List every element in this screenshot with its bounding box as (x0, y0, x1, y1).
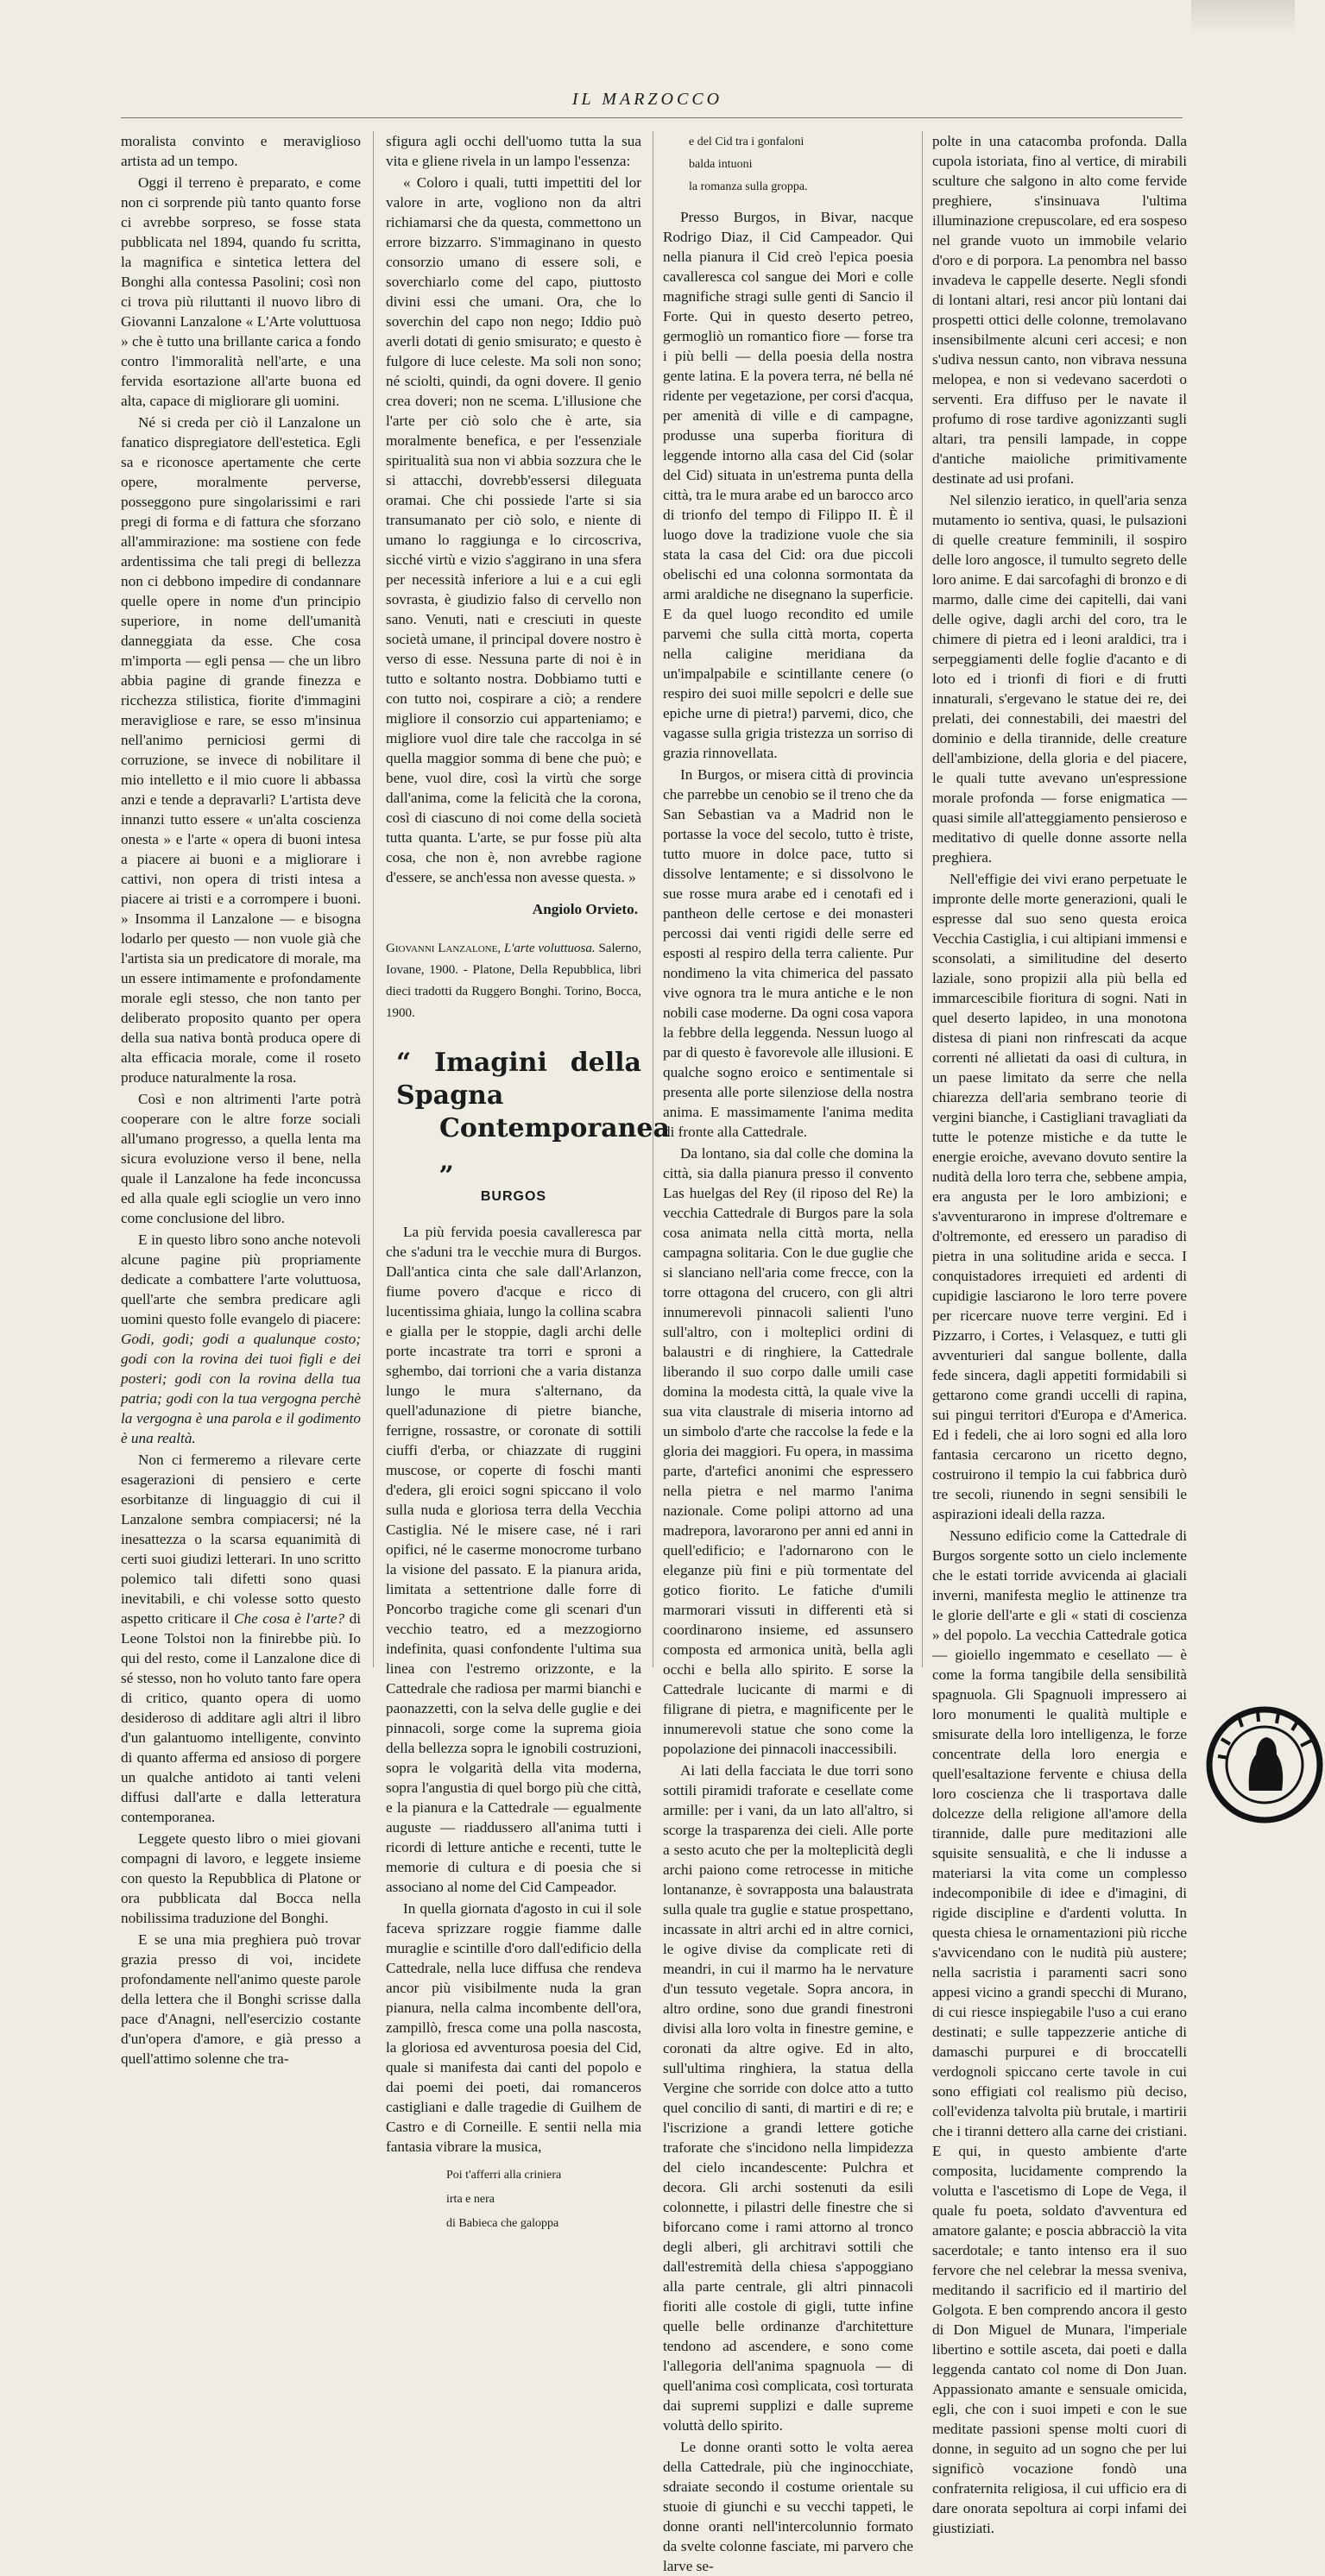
italic-quote: Godi, godi; godi a qualunque costo; godi con la rovina dei tuoi figli e dei posteri; godi con la rovina della tua patria; godi con la tua vergogna perchè la vergogna è una parola e il godimento è una realtà. (121, 1331, 361, 1446)
verse-line: di Babieca che galoppa (446, 2217, 559, 2230)
biblio-author: Giovanni Lanzalone, (386, 942, 502, 955)
column-2 (386, 131, 670, 2230)
masthead: IL MARZOCCO (571, 90, 723, 109)
text-run: di Leone Tolstoi non la finirebbe più. Io qui del resto, come il Lanzalone dice di sé stesso, non ho voluto tanto fare opera di critico, quanto opera di uomo desideroso di additare agli altri il libro d'un galantuomo intelligente, convinto di quanto afferma ed ansioso di porgere un qualche antidoto ai tanti veleni diffusi dall'arte e dalla letteratura contemporanea. (121, 1610, 361, 1825)
paragraph: polte in una catacomba profonda. Dalla cupola istoriata, fino al vertice, di mirabili sculture che salgono in alto come fervide preghiere, s'insinuava l'ultima illuminazione crepuscolare, ed era sospeso nel grande vuoto un immobile velario d'oro e di porpora. La penombra nel basso invadeva le cappelle deserte. Negli sfondi di lontani altari, resi ancor più lontani dai prospetti ottici delle colonne, tremolavano insensibilmente alcuni ceri accesi; e non s'udiva nessun canto, non vibrava nessuna melopea, e non si vedevano sacerdoti o serventi. Era diffuso per le navate il profumo di rose tardive agonizzanti sugli altari, tra pensili lampade, in coppe d'antiche maioliche primitivamente destinate ad usi profani. (932, 133, 1187, 487)
paragraph: In quella giornata d'agosto in cui il sole faceva sprizzare roggie fiamme dalle muraglie e scintille d'oro dall'edificio della Cattedrale, nella luce diffusa che rendeva ancor più visibilmente nuda la gran pianura, nella calma incombente dell'ora, zampillò, fresca come una polla nascosta, la gloriosa ed avventurosa poesia del Cid, quale si manifesta dai canti del popolo e dai poemi dei poeti, dai romanceros castigliani e dalle tragedie di Guilhem de Castro e di Corneille. E sentii nella mia fantasia vibrare la musica, (386, 1900, 641, 2155)
article-subtitle: BURGOS (480, 1189, 547, 1204)
paragraph: moralista convinto e meraviglioso artista ad un tempo. (121, 133, 361, 169)
paragraph: Nel silenzio ieratico, in quell'aria senza mutamento io sentiva, quasi, le pulsazioni di quelle creature femminili, il sospiro delle loro angosce, il tumulto segreto delle loro anime. E dai sarcofaghi di bronzo e di marmo, dalle cime dei capitelli, dai vani delle ogive, dagli archi del coro, tra le chimere di pietra ed i leoni araldici, tra i serpeggiamenti delle foglie d'acanto e di loto ed i trionfi di fiori e di frutti innaturali, s'ergevano le statue dei re, dei prelati, dei connestabili, dei maestri del dominio e della tirannide, delle creature dell'ambizione, della gloria e del piacere, le quali tutte avevano un'espressione morale profonda — forse enigmatica — quasi simile all'atteggiamento pensieroso e meditativo di quelle donne assorte nella preghiera. (932, 492, 1187, 866)
verse-line: e del Cid tra i gonfaloni (689, 135, 804, 148)
column-4 (932, 131, 1187, 2536)
italic-book-title: Che cosa è l'arte? (234, 1610, 345, 1627)
column-1 (121, 131, 361, 2067)
column-3 (663, 131, 913, 2574)
text-run: E in questo libro sono anche notevoli alcune pagine più propriamente dedicate a combattere l'arte voluttuosa, quell'arte che sembra predicare agli uomini questo folle evangelo di piacere: (121, 1231, 361, 1327)
verse-line: irta e nera (446, 2193, 495, 2206)
article-title-line-1: “ Imagini della Spagna (396, 1048, 641, 1111)
paragraph: Oggi il terreno è preparato, e come non ci sorprende più tanto quanto forse ci avrebbe sorpreso, se fosse stata pubblicata nel 1894, quando fu scritta, la magnifica e sintetica lettera del Bonghi alla contessa Pasolini; così non ci trova più riluttanti il nuovo libro di Giovanni Lanzalone « L'Arte voluttuosa » che è tutto una brillante carica a fondo contro l'immoralità nell'arte, e una fervida esortazione all'arte buona ed alta, capace di migliorare gli uomini. (121, 174, 361, 409)
paragraph: Nessuno edificio come la Cattedrale di Burgos sorgente sotto un cielo inclemente che le estati torride avvicenda ai glaciali inverni, manifesta meglio le attinenze tra le glorie dell'arte e gli « stati di coscienza » del popolo. La vecchia Cattedrale gotica — gioiello ingemmato e cesellato — è come la forma tangibile della sensibilità spagnuola. Gli Spagnuoli impressero ai loro monumenti le qualità multiple e smisurate della loro intelligenza, le forze concentrate della loro energia e quell'esaltazione fervente e chiusa della loro coscienza che li trasportava dalle dolcezze della religione all'amore della tirannide, dalle pure meditazioni alle squisite sensualità, e che li indusse a materiarsi la vita come un complesso indecomponibile di idee e d'imagini, di rigide discipline e d'ardenti volutta. In questa chiesa le ornamentazioni più ricche s'avvicendano con le nudità più austere; nella sacristia i paramenti sacri sono appesi vicino a grandi specchi di Murano, di cui riesce inspiegabile l'uso a cui erano destinati; e sulle tappezzerie antiche di damaschi purpurei e di broccatelli verdognoli spiccano certe tavole in cui sono effigiati col realismo più deciso, coll'evidenza talvolta più brutale, i martirii che i tiranni dettero alla carne dei cristiani. E qui, in questo ambiente d'arte composita, lucidamente comprendo la volutta e l'ascetismo di Lope de Vega, il quale fu poeta, soldato d'avventura ed amatore galante; e poscia abbracciò la vita sacerdotale; e tanto intenso era il suo fervore che nel celebrar la messa sveniva, meditando il sacrificio ed il martirio del Golgota. E ben comprendo ancora il gesto di Don Miguel de Munara, l'imperiale libertino e sottile asceta, dai poeti e dalla leggenda cantato col nome di Don Juan. Appassionato amante e sensuale omicida, egli, che con i suoi impeti e con le sue meditate passioni spense molti cuori di donne, in seguito ad un sogno che per lui significò vocazione fondò una confraternita religiosa, il cui ufficio era di dare onorata sepoltura ai corpi infami dei giustiziati. (932, 1527, 1187, 2536)
page-corner-shadow (1191, 0, 1295, 35)
article-signature: Angiolo Orvieto. (532, 901, 638, 917)
paragraph: Così e non altrimenti l'arte potrà cooperare con le altre forze sociali all'umano progresso, a quella lenta ma sicura evoluzione verso il bene, nella quale il Lanzalone ha fede inconcussa ed alla quale egli scioglie un vero inno come conclusione del libro. (121, 1091, 361, 1226)
paragraph: E se una mia preghiera può trovar grazia presso di voi, incidete profondamente nell'animo queste parole della lettera che il Bonghi scrisse dalla pace d'Anagni, nell'esercizio costante d'un'opera d'amore, e già presso a quell'attimo solenne che tra- (121, 1931, 361, 2067)
verse-block (663, 131, 913, 198)
column-divider (373, 131, 374, 1667)
text-run: Non ci fermeremo a rilevare certe esagerazioni di pensiero e certe esorbitanze di linguaggio di cui il Lanzalone sembra compiacersi; né la inesattezza o la scarsa equanimità di certi suoi giudizi letterari. In uno scritto polemico tali difetti sono quasi inevitabili, e chi volesse sotto questo aspetto criticare il (121, 1452, 361, 1627)
paragraph: Le donne oranti sotto le volta aerea della Cattedrale, più che inginocchiate, sdraiate secondo il costume orientale su stuoie di giunchi e su vecchi tappeti, le donne oranti nell'intercolunnio formato da svelte colonne fasciate, mi parvero che larve se- (663, 2439, 913, 2574)
column-divider (922, 131, 923, 1667)
paragraph: sfigura agli occhi dell'uomo tutta la sua vita e gliene rivela in un lampo l'essenza: (386, 133, 641, 169)
verse-line: balda intuoni (689, 158, 753, 171)
article-title (386, 1047, 670, 1178)
paragraph: Leggete questo libro o miei giovani compagni di lavoro, e leggete insieme con questo la Repubblica di Platone or ora pubblicata dal Bocca nella nobilissima traduzione del Bonghi. (121, 1830, 361, 1926)
quoted-letter: « Coloro i quali, tutti impettiti del lor valore in arte, vogliono non da altri richiamarsi che da questa, commettono un errore bizzarro. S'immaginano in questo consorzio umano di essere soli, e soverchiarlo come del capo, piuttosto divini essi che umani. Ora, che lo soverchin del capo non nego; Iddio può averli dotati di genio smisurato; e questo è fulgore di luce celeste. Ma soli non sono; né sciolti, quindi, da ogni dovere. Il genio crea doveri; non ne scema. L'illusione che l'arte per ciò solo che è arte, sia moralmente benefica, e per l'essenziale spiritualità sua non vi abbia sozzura che le si attacchi, dovrebb'essersi dileguata oramai. Che chi possiede l'arte si sia transumanato per ciò solo, e niente di umano lo raggiunga e lo circoscriva, sicché virtù e vizio s'aggirano in una sfera per necessità inferiore a lui e a cui egli sovrasta, è giudizio falso di cervello non sano. Venuti, nati e cresciuti in queste società umane, il principal dovere nostro è verso di esse. Nessuna parte di noi è in tutto e soltanto nostra. Dobbiamo tutti e con tutto noi, cospirare a ciò; a rendere migliore il consorzio cui apparteniamo; e migliore vuol dire tale che raccolga in sé quella maggior somma di bene che può; e bene, vuol dire, così la virtù che sorge dall'anima, come la felicità che la corona, così di ciascuno di noi come della società tutta quanta. L'arte, se pur fosse più alta cosa, che non è, non avrebbe ragione d'essere, se anch'essa non avesse questa. » (386, 174, 641, 885)
header-rule (121, 117, 1183, 118)
verse-block (386, 2163, 641, 2236)
bibliography-note (386, 938, 641, 1024)
verse-line: Poi t'afferri alla criniera (446, 2169, 562, 2182)
paragraph: Da lontano, sia dal colle che domina la città, sia dalla pianura presso il convento Las huelgas del Rey (il riposo del Re) la vecchia Cattedrale di Burgos pare la sola cosa animata nella città morta, nella campagna solitaria. Con le due guglie che si slanciano nell'aria come frecce, con la torre ottagona del crucero, con gli altri innumerevoli pinnacoli salienti l'uno sull'altro, con i molteplici ordini di balaustri e di ringhiere, la Cattedrale liberando il suo corpo dalle umili case domina la modesta città, la quale vive la sua vita claustrale di miseria intorno ad un simbolo d'arte che raccolse la fede e la gloria dei maggiori. Fu opera, in massima parte, d'artefici anonimi che espressero nella pietra e nel marmo l'anima nazionale. Come polipi attorno ad una madrepora, lavorarono per anni ed anni in quell'edificio; e l'adornarono con le eleganze più fini e più tormentate del gotico fiorito. Le fatiche d'umili marmorari vissuti in differenti età si coordinarono insieme, ed assunsero composta ed armonica unità, bella agli occhi e bella allo spirito. E sorse la Cattedrale lucicante di marmi e di filigrane di pietra, e magnificente per le innumerevoli statue che sono come la popolazione dei pinnacoli inaccessibili. (663, 1145, 913, 1757)
paragraph (121, 1450, 361, 1827)
library-stamp-icon (1204, 1704, 1325, 1825)
article-title-line-2: Contemporanea „ (439, 1113, 670, 1176)
paragraph: Ai lati della facciata le due torri sono sottili piramidi traforate e cesellate come armille: per i vani, da un lato all'altro, si scorge la trasparenza dei cieli. Alle porte a sesto acuto che per la molteplicità degli archi paiono come retrocesse in mitiche lontananze, è sovrapposta una balaustrata sulla quale tra guglie e statue prospettano, incassate in altri archi ed in altre cornici, le ogive divise da complicate reti di meandri, in cui il marmo ha le nervature d'un tessuto vegetale. Sopra ancora, in altro ordine, sono due grandi finestroni divisi alla loro volta in finestre gemine, e coronati da altre ogive. Ed in alto, sull'ultima ringhiera, la statua della Vergine che sorride con dolce atto a tutto quel concilio di santi, di martiri e di re; e l'iscrizione a grandi lettere gotiche traforate che s'incidono nella limpidezza del cielo incandescente: Pulchra et decora. Gli archi sostenuti da esili colonnette, i pilastri delle finestre che si biforcano come i rami attorno al tronco degli alberi, gli architravi sottili che dall'estremità della chiesa s'appoggiano alla parte centrale, gli altri pinnacoli fioriti alle costole di gigli, tutte infine quelle belle ordinanze d'architetture tendono ad ascendere, e sono come l'allegoria dell'anima spagnuola — di quell'anima così complicata, così torturata dai supremi supplizi e dalle supreme voluttà dello spirito. (663, 1762, 913, 2434)
paragraph: Né si creda per ciò il Lanzalone un fanatico dispregiatore dell'estetica. Egli sa e riconosce apertamente che certe opere, moralmente perverse, posseggono pure singolarissimi e rari pregi di forma e di fattura che sforzano all'ammirazione: ma sostiene con fede ardentissima che tali pregi di bellezza non ci debbono impedire di condannare quelle opere in nome d'un principio superiore, in nome dell'umanità danneggiata da esse. Che cosa m'importa — egli pensa — che un libro abbia pagine di grande finezza e ricchezza stilistica, fiorite d'immagini meravigliose e rare, se esso m'insinua nell'animo perniciosi germi di corruzione, se invece di nobilitare il mio intelletto e il mio cuore li abbassa anzi e tende a depravarli? L'artista deve innanzi tutto essere « un'alta coscienza onesta » e l'arte « opera di buoni intesa a piacere ai buoni e a migliorare i cattivi, non opera di tristi intesa a piacere ai tristi e a corrompere i buoni. » Insomma il Lanzalone — e bisogna lodarlo per questo — non vuole già che l'artista sia un predicatore di morale, ma un essere intimamente e profondamente morale egli stesso, che non tanto per deliberato proposito quanto per opera della sua nativa bontà produca opere di alta efficacia morale, come il roseto produce naturalmente la rosa. (121, 414, 361, 1086)
biblio-title: L'arte voluttuosa. (503, 942, 596, 955)
verse-line: la romanza sulla groppa. (689, 180, 808, 193)
paragraph: In Burgos, or misera città di provincia che parrebbe un cenobio se il treno che da San Sebastian va a Madrid non le portasse la voce del secolo, tutto è triste, tutto muore in dolce pace, tutto si dissolve lentamente; e si dissolvono le sue rosse mura arabe ed i cenotafi ed i pantheon delle certose e dei monasteri percossi dai venti rigidi delle serre ed esposti al respiro della terra caliente. Pur nondimeno la vita chimerica del passato vive ognora tra le mura antiche e le non nobili case moderne. Da ogni cosa vapora la febbre della leggenda. Nessun luogo al par di questo è favorevole alle illusioni. E qualche sogno eroico e sentimentale si presenta alle porte silenziose della nostra anima. E massimamente l'anima medita di fronte alla Cattedrale. (663, 766, 913, 1140)
biblio-rest: Salerno, Iovane, 1900. - Platone, Della Repubblica, libri dieci tradotti da Ruggero Bonghi. Torino, Bocca, 1900. (386, 942, 642, 1020)
paragraph: Presso Burgos, in Bivar, nacque Rodrigo Diaz, il Cid Campeador. Qui nella pianura il Cid creò l'epica poesia cavalleresca col sangue dei Mori e colle magnifiche stragi sulle genti di Sancio il Forte. Qui in questo deserto petreo, germogliò un romantico fiore — forse tra i più belli — della poesia della nostra gente latina. E la povera terra, né bella né ridente per vegetazione, per corsi d'acqua, per amenità di ville e di campagne, produsse una superba fioritura di leggende intorno alla casa del Cid (solar del Cid) situata in un'estrema punta della città, tra le mura arabe ed un barocco arco di trionfo del tempo di Filippo II. È il luogo dove la tradizione vuole che sia stata la casa del Cid: ora due piccoli obelischi ed una colonna sormontata da armi araldiche ne disegnano la superficie. E da quel luogo recondito ed umile parvemi che sulla città morta, coperta nella caligine meridiana da un'impalpabile e scintillante cenere (o respiro dei suoi mille sepolcri e delle sue epiche urne di pietra!) parvemi, dico, che vagasse sulla grigia tristezza un sorriso di grazia rinnovellata. (663, 209, 913, 761)
paragraph: Nell'effigie dei vivi erano perpetuate le impronte delle morte generazioni, quali le espresse dal suo seno questa eroica Vecchia Castiglia, i cui altipiani immensi e sconsolati, a similitudine del deserto laziale, sono propizii alla più bella ed immarcescibile fioritura di sogni. Nati in quel deserto lapideo, in una monotona distesa di piani non rinfrescati da acque correnti né allietati da oasi di cultura, in un paese limitato da serre che nella chiarezza dell'aria sembrano teorie di vergini bianche, i Castigliani travagliati da tutte le potenze mistiche e da tutte le energie eroiche, avevano dovuto sentire la nudità della loro terra che, sebbene ampia, era angusta per le loro ambizioni; e s'avventurarono in imprese d'oltremare e d'oltremonte, ed eressero un paradiso di pietra in una solitudine arida e secca. I conquistadores irrequieti ed ardenti di cupidigie lasciarono le loro terre povere per ricercare nuove terre vergini. Ed i Pizzarro, i Cortes, i Velasquez, e tutti gli avventurieri dal sangue bollente, dalla fede sincera, dagli appetiti formidabili si gettarono come grandi uccelli di rapina, sui pingui territori d'Europa e d'America. Ed i fedeli, che ai loro sogni ed alla loro fantasia cercarono un ricetto degno, costruirono il tempio la cui fabbrica durò tre secoli, riunendo in segni sensibili le aspirazioni ideali della razza. (932, 871, 1187, 1522)
paragraph (121, 1230, 361, 1448)
paragraph: La più fervida poesia cavalleresca par che s'aduni tra le vecchie mura di Burgos. Dall'antica cinta che sale dall'Arlanzon, fiume povero d'acque e ricco di lucentissima ghiaia, lungo la collina scabra e gialla per le stoppie, dagli archi delle porte incastrate tra torri e sproni a sghembo, dai torrioni che a varia distanza lungo le mura s'alternano, da quell'adunazione di pietre bianche, ferrigne, rossastre, or coronate di sottili ciuffi d'erba, or chiazzate di ruggini muscose, or coperte di foschi manti d'edera, gli eroici sogni spiccano il volo sulla nuda e gloriosa terra della Vecchia Castiglia. Né le misere case, né i rari opifici, né le caserme monocrome turbano la visione del passato. E la pianura arida, limitata a settentrione dalle forre di Poncorbo tragiche come gli scenari d'un vecchio teatro, ed a mezzogiorno indefinita, quasi confondente l'ultima sua linea con l'estremo orizzonte, e la Cattedrale che radiosa per marmi bianchi e paonazzetti, con la selva delle guglie e dei pinnacoli, sorge come la suprema gioia della bellezza sopra le ignobili costruzioni, sopra le volgarità della vita moderna, sopra l'angustia di quel borgo più che città, e la pianura e la Cattedrale — egualmente auguste — riaddussero all'anima tutti i ricordi di letture antiche e recenti, tutte le memorie di cultura e di poesia che si associano al nome del Cid Campeador. (386, 1224, 641, 1895)
